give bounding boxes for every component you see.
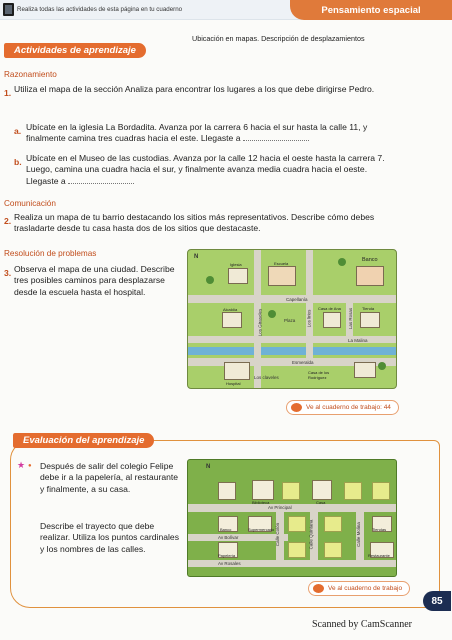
question-1b [26, 153, 398, 187]
building-icon [218, 482, 236, 500]
category-problems: Resolución de problemas [4, 249, 97, 258]
answer-line-1b[interactable] [68, 176, 134, 184]
page-number: 85 [423, 591, 451, 611]
label-restaurante: Restaurante [368, 553, 390, 558]
label-plaza: Plaza [284, 318, 296, 323]
workbook-reference-2-text: Ve al cuaderno de trabajo [328, 585, 403, 592]
question-3: Observa el mapa de una ciudad. Describe tres posibles caminos para desplazarse desde la escuela hasta el hospital. [14, 264, 175, 297]
question-1: Utiliza el mapa de la sección Analiza para encontrar los lugares a los que debe dirigirse Pedro. [14, 84, 375, 94]
q1b-letter: b. [14, 157, 22, 167]
label-quintana: Calle Quintana [308, 519, 314, 550]
street-lirios [306, 250, 313, 358]
label-molina: Calle Molina [355, 522, 361, 547]
bank-icon [356, 266, 384, 286]
store-icon [360, 312, 380, 328]
hospital-icon [224, 362, 250, 380]
label-banco-2: Banco [220, 527, 232, 532]
label-casa-ana: Casa de Ana [318, 306, 341, 311]
tree-icon [206, 276, 214, 284]
tree-icon [338, 258, 346, 266]
section-title: Pensamiento espacial [290, 0, 452, 20]
label-alcaldia: Alcaldía [223, 307, 238, 312]
label-casa-rodriguez: Casa de los Rodríguez [308, 370, 330, 380]
tree-icon [268, 310, 276, 318]
river [188, 347, 397, 355]
empty-lot[interactable] [372, 482, 390, 500]
library-icon [252, 480, 274, 500]
label-capellania: Capellanía [286, 297, 308, 302]
house-rodriguez-icon [354, 362, 376, 378]
evaluation-paragraph-1: Después de salir del colegio Felipe debe ir a la papelería, al restaurante y finalmente, a su casa. [40, 461, 179, 494]
q2-number: 2. [4, 216, 12, 226]
label-biblioteca: Biblioteca [252, 500, 270, 505]
label-tiendas: Tiendas [372, 527, 387, 532]
star-icon: ★ [17, 460, 26, 470]
label-rosales: Av Rosales [218, 561, 241, 566]
workbook-reference-2[interactable] [308, 581, 410, 596]
activities-badge: Actividades de aprendizaje [4, 43, 146, 58]
book-icon [3, 3, 14, 16]
scanner-watermark: Scanned by CamScanner [312, 619, 412, 630]
label-bolivar: Av Bolívar [218, 535, 239, 540]
category-communication: Comunicación [4, 199, 56, 208]
label-tienda: Tienda [362, 306, 375, 311]
label-hospital: Hospital [226, 381, 241, 386]
question-1a-text: Ubícate en la iglesia La Bordadita. Avanza por la carrera 6 hacia el sur hasta la calle 11, y finalmente camina tres cuadras hacia el este. Llegaste a [26, 122, 368, 144]
neighborhood-map [187, 459, 397, 577]
header-note: Realiza todas las actividades de esta página en tu cuaderno [17, 6, 183, 13]
label-casa: Casa [316, 500, 326, 505]
empty-lot[interactable] [288, 542, 306, 558]
label-lirios: Los lirios [306, 309, 312, 328]
answer-line-1a[interactable] [243, 133, 309, 141]
label-papeleria: Papelería [218, 553, 236, 558]
question-2: Realiza un mapa de tu barrio destacando los sitios más representativos. Describe cómo debes trasladarte desde tu casa hasta dos de los sitios que destacaste. [14, 212, 375, 234]
q1a-letter: a. [14, 126, 22, 136]
workbook-reference-1-text: Ve al cuaderno de trabajo: 44 [306, 404, 391, 411]
evaluation-badge: Evaluación del aprendizaje [13, 433, 154, 448]
label-esmeralda: Esmeralda [292, 360, 314, 365]
label-malina: La Malina [348, 338, 368, 343]
town-hall-icon [222, 312, 242, 328]
bullet-icon: ● [28, 463, 32, 469]
evaluation-paragraph-2: Describe el trayecto que debe realizar. Utiliza los puntos cardinales y los nombres de las calles. [40, 521, 179, 554]
empty-lot[interactable] [344, 482, 362, 500]
label-principal: Av Principal [268, 505, 292, 510]
church-icon [228, 268, 248, 284]
question-1a [26, 122, 398, 145]
label-claveles: Los claveles [254, 375, 279, 380]
street-principal [188, 504, 397, 512]
tree-icon [378, 362, 386, 370]
label-colon: Calle Colón [275, 522, 281, 547]
school-icon [268, 266, 296, 286]
activities-subtitle: Ubicación en mapas. Descripción de desplazamientos [192, 34, 365, 43]
empty-lot[interactable] [324, 516, 342, 532]
question-1b-text: Ubícate en el Museo de las custodias. Avanza por la calle 12 hacia el oeste hasta la carrera 7. Luego, camina una cuadra hacia el sur, y finalmente avanza media cuadra hacia el oeste. Llegaste a [26, 153, 385, 186]
compass-icon: N [194, 254, 199, 260]
workbook-icon [291, 403, 302, 412]
label-banco: Banco [362, 257, 378, 263]
compass-icon: N [206, 464, 211, 470]
house-icon [312, 480, 332, 500]
empty-lot[interactable] [288, 516, 306, 532]
category-reasoning: Razonamiento [4, 70, 57, 79]
empty-lot[interactable] [324, 542, 342, 558]
label-rosas: Las Rosas [348, 307, 354, 330]
house-ana-icon [323, 312, 341, 328]
q1-number: 1. [4, 88, 12, 98]
label-iglesia: Iglesia [230, 262, 242, 267]
city-map [187, 249, 397, 389]
empty-lot[interactable] [282, 482, 300, 500]
label-escuela: Escuela [274, 261, 289, 266]
label-girasoles: Los Girasoles [257, 308, 263, 337]
label-supermercado: Supermercado [248, 527, 275, 532]
workbook-icon [313, 584, 324, 593]
workbook-reference-1[interactable] [286, 400, 399, 415]
q3-number: 3. [4, 268, 12, 278]
